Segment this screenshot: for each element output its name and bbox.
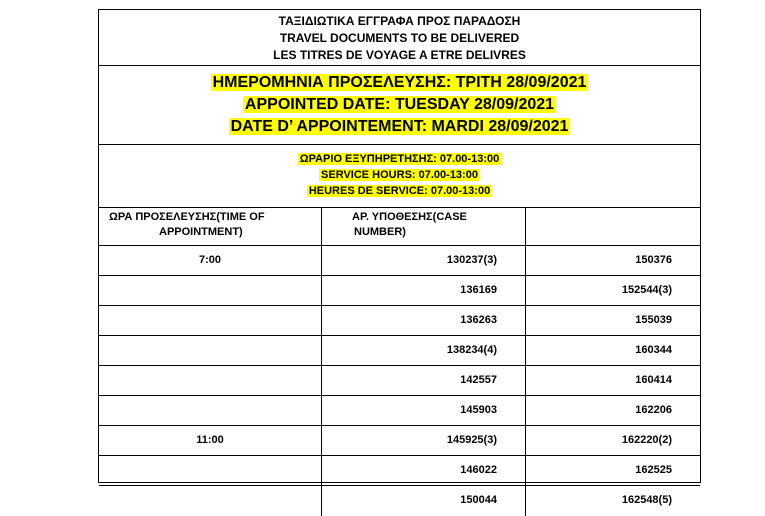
case-number: 136263 [460, 314, 497, 326]
title-line-fr: LES TITRES DE VOYAGE A ETRE DELIVRES [273, 48, 526, 62]
case-cell [322, 396, 526, 425]
date-line-en: APPOINTED DATE: TUESDAY 28/09/2021 [244, 96, 555, 113]
appointment-date [99, 66, 700, 145]
time-cell [99, 336, 322, 365]
case-cell [526, 426, 700, 455]
case-number: 162548(5) [621, 494, 672, 506]
date-line-fr: DATE D’ APPOINTEMENT: MARDI 28/09/2021 [230, 118, 569, 135]
case-cell [526, 336, 700, 365]
case-header-line1: ΑΡ. ΥΠΟΘΕΣΗΣ(CASE [352, 211, 467, 223]
case-number: 150044 [460, 494, 497, 506]
time-header-line2: APPOINTMENT) [159, 226, 243, 238]
case-number: 160344 [635, 344, 672, 356]
hours-line-el: ΩΡΑΡΙΟ ΕΞΥΠΗΡΕΤΗΣΗΣ: 07.00-13:00 [299, 153, 500, 165]
case-number: 145925(3) [446, 434, 497, 446]
case-cell [322, 426, 526, 455]
service-hours [99, 145, 700, 208]
table-row [99, 276, 700, 306]
title-line-el: ΤΑΞΙΔΙΩΤΙΚΑ ΕΓΓΡΑΦΑ ΠΡΟΣ ΠΑΡΑΔΟΣΗ [278, 14, 521, 28]
case-cell [322, 366, 526, 395]
table-row [99, 306, 700, 336]
table-row [99, 396, 700, 426]
case-number: 146022 [460, 464, 497, 476]
case-number: 150376 [635, 254, 672, 266]
time-cell [99, 396, 322, 425]
case-cell [322, 486, 526, 516]
document-title [99, 10, 700, 66]
time-cell [99, 276, 322, 305]
case-cell [526, 396, 700, 425]
delivery-table [98, 9, 701, 506]
time-header [109, 210, 265, 240]
table-row [99, 366, 700, 396]
time-cell [99, 456, 322, 485]
case-cell [526, 366, 700, 395]
case-cell [322, 456, 526, 485]
case-number: 145903 [460, 404, 497, 416]
case-number: 155039 [635, 314, 672, 326]
case-cell [526, 456, 700, 485]
case-cell [526, 306, 700, 335]
time-cell [99, 366, 322, 395]
case-number: 162220(2) [621, 434, 672, 446]
title-line-en: TRAVEL DOCUMENTS TO BE DELIVERED [279, 31, 520, 45]
case-number: 162206 [635, 404, 672, 416]
case-header [352, 210, 467, 240]
table-row [99, 246, 700, 276]
table-body [99, 246, 700, 516]
case-cell [526, 246, 700, 275]
appointment-time: 11:00 [196, 434, 224, 446]
time-cell [99, 486, 322, 516]
date-line-el: ΗΜΕΡΟΜΗΝΙΑ ΠΡΟΣΕΛΕΥΣΗΣ: ΤΡΙΤΗ 28/09/2021 [212, 74, 587, 91]
table-row [99, 336, 700, 366]
case-number: 142557 [460, 374, 497, 386]
blank-header [526, 208, 700, 245]
case-cell [322, 246, 526, 275]
case-cell [526, 486, 700, 516]
case-header-line2: NUMBER) [354, 226, 406, 238]
case-number: 138234(4) [446, 344, 497, 356]
case-cell [526, 276, 700, 305]
hours-line-en: SERVICE HOURS: 07.00-13:00 [321, 169, 478, 181]
time-cell [99, 426, 322, 455]
time-header-line1: ΩΡΑ ΠΡΟΣΕΛΕΥΣΗΣ(TIME OF [109, 211, 265, 223]
time-cell [99, 306, 322, 335]
table-row [99, 426, 700, 456]
case-number: 160414 [635, 374, 672, 386]
time-cell [99, 246, 322, 275]
table-header [99, 208, 700, 246]
hours-line-fr: HEURES DE SERVICE: 07.00-13:00 [308, 185, 491, 197]
table-row [99, 486, 700, 516]
case-cell [322, 276, 526, 305]
case-number: 130237(3) [446, 254, 497, 266]
case-number: 136169 [460, 284, 497, 296]
case-number: 162525 [635, 464, 672, 476]
case-number: 152544(3) [621, 284, 672, 296]
table-row [99, 456, 700, 486]
case-cell [322, 306, 526, 335]
appointment-time: 7:00 [198, 254, 222, 266]
case-cell [322, 336, 526, 365]
